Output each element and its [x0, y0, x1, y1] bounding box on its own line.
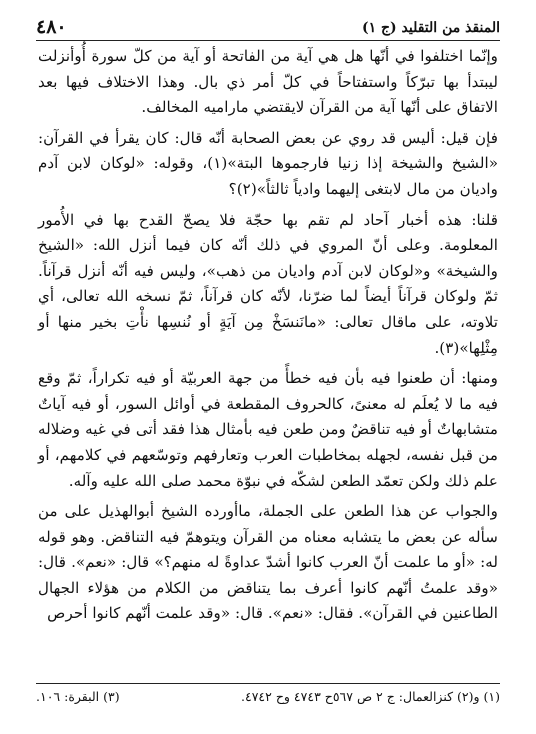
- footnote-1-2: (١) و(٢) كنزالعمال: ج ٢ ص ٥٦٧ح ٤٧٤٣ وح ٤٧٤٢.: [241, 689, 500, 704]
- footnote-divider: [36, 683, 500, 684]
- running-title: المنقذ من التقليد (ج ١): [361, 20, 500, 36]
- footnote-3: (٣) البقرة: ١٠٦.: [36, 689, 120, 704]
- paragraph: فإن قيل: أليس قد روي عن بعض الصحابة أنّه قال: كان يقرأ في القرآن: «الشيخ والشيخة إذا زنيا فارجموها البتة»(١)، وقوله: «لوكان لابن آدم واديان من مال لابتغى إليهما وادياً ثالثاً»(٢)؟: [38, 128, 498, 198]
- paragraph: والجواب عن هذا الطعن على الجملة، ماأورده الشيخ أبوالهذيل على من سأله عن بعض ما يتشابه معناه من القرآن ويتوهمّ فيه التناقض. وهو قوله له: «أو ما علمت أنّ العرب كانوا أشدّ عداوةً له منهم؟» قال: «نعم». قال: «وقد علمتُ أنّهم كانوا أعرف بما يتناقض من الكلام من هؤلاء الجهال الطاعنين في القرآن». فقال: «نعم». قال: «وقد علمت أنّهم كانوا أحرص: [38, 502, 498, 623]
- paragraph: ومنها: أن طعنوا فيه بأن فيه خطأً من جهة العربيّة أو فيه تكراراً، ثمّ وقع فيه ما لا يُعلَم له معنىً، كالحروف المقطعة في أوائل السور، أو فيه آياتٌ متشابهاتٌ أو فيه تناقضٌ ومن طعن فيه بأمثال هذا فقد أتى في غيه وضلاله من قبل نفسه، لجهله بمخاطبات العرب وتعارفهم وتوسّعهم في كلامهم، أو علم ذلك ولكن تعمّد الطعن لشكّه في نبوّة محمد صلى الله عليه وآله.: [38, 369, 498, 490]
- header-divider: [36, 40, 500, 41]
- page-number: ٤٨٠: [36, 16, 67, 38]
- footnotes: [36, 688, 500, 706]
- main-text: [38, 44, 498, 627]
- page-header: [36, 14, 500, 38]
- paragraph: وإنّما اختلفوا في أنّها هل هي آية من الفاتحة أو آية من كلّ سورة أُوأنزلت ليبتدأ بها تبرّكاً واستفتاحاً في كلّ أمر ذي بال. وهذا الاختلاف فيها بعد الاتفاق على أنّها آية من القرآن لايقتضي ماراميه المخالف.: [38, 47, 498, 117]
- paragraph: قلنا: هذه أخبار آحاد لم تقم بها حجّة فلا يصحّ القدح بها في الأُمور المعلومة. وعلى أنّ المروي في ذلك أنّه كان فيما أنزل الله: «الشيخ والشيخة» و«لوكان لابن آدم واديان من ذهب»، وليس فيه أنّه أنزل قرآناً. ثمّ ولوكان قرآناً أيضاً لما ضرّنا، لأنّه كان قرآناً، ثمّ نسخه الله تعالى، أي تلاوته، على ماقال تعالى: «مانَنسَخْ مِن آيَةٍ أو نُنسِها نأْتِ بخير منها أو مِثْلِها»(٣).: [38, 210, 498, 357]
